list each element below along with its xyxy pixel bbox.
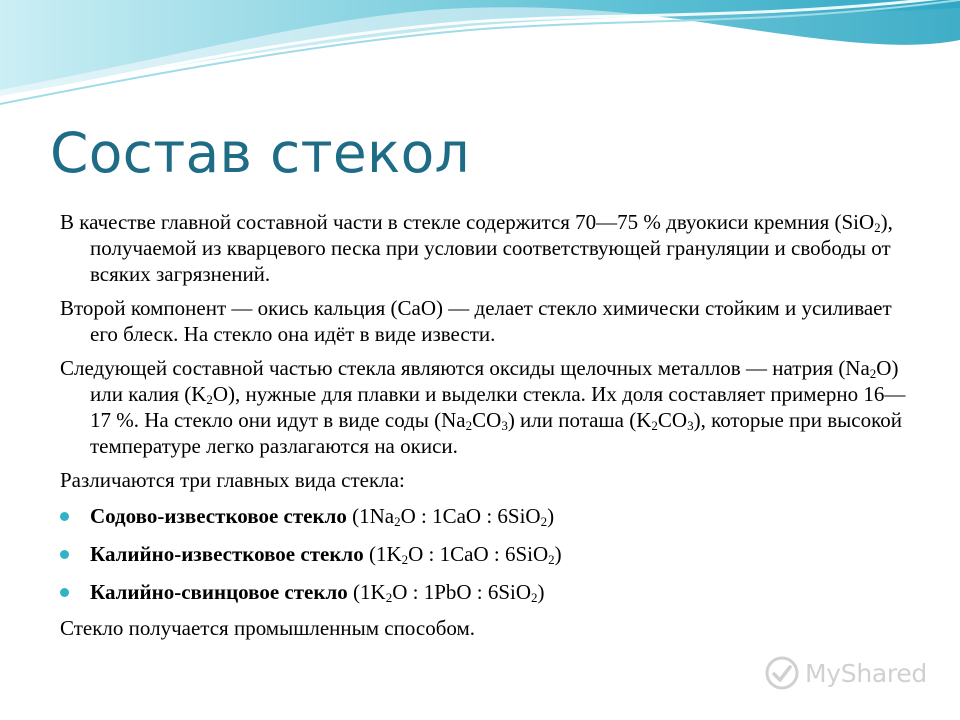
- decorative-wave-header: [0, 0, 960, 110]
- list-item-soda-lime-glass: Содово-известковое стекло ($1Na_2O$ : 1CaO : 6SiO$_2$): [60, 501, 910, 531]
- slide-title: Состав стекол: [50, 121, 470, 185]
- paragraph-calcium-oxide: Второй компонент — окись кальция (CaO) — делает стекло химически стойким и усиливает его блеск. На стекло она идёт в виде извести.: [60, 296, 892, 346]
- bullet-dot-icon: [60, 588, 69, 597]
- watermark-text: MyShared: [805, 658, 927, 688]
- paragraph-glass-types-intro: Различаются три главных вида стекла:: [60, 468, 405, 492]
- myshared-logo-icon: [765, 656, 799, 690]
- myshared-watermark: [765, 655, 927, 691]
- slide-body: [60, 209, 910, 649]
- bullet-dot-icon: [60, 550, 69, 559]
- paragraph-closing: Стекло получается промышленным способом.: [60, 616, 476, 640]
- bullet-dot-icon: [60, 512, 69, 521]
- paragraph-silica: В качестве главной составной части в стекле содержится 70—75 % двуокиси кремния (SiO$_2$), получаемой из кварцевого песка при условии соответствующей грануляции и свободы от всяких загрязнений.: [60, 210, 893, 286]
- paragraph-alkali-oxides: Следующей составной частью стекла являются оксиды щелочных металлов — натрия $(Na_2O)$ или калия $(K_2O)$, нужные для плавки и выделки стекла. Их доля составляет примерно 16—17 %. На стекло они идут в виде соды $(Na_2CO_3)$ или поташа $(K_2CO_3)$, которые при высокой температуре легко разлагаются на окиси.: [60, 356, 906, 458]
- list-item-potash-lime-glass: Калийно-известковое стекло ($1K_2O$ : 1CaO : 6SiO$_2$): [60, 539, 910, 569]
- list-item-potash-lead-glass: Калийно-свинцовое стекло ($1K_2O$ : 1PbO : 6SiO$_2$): [60, 577, 910, 607]
